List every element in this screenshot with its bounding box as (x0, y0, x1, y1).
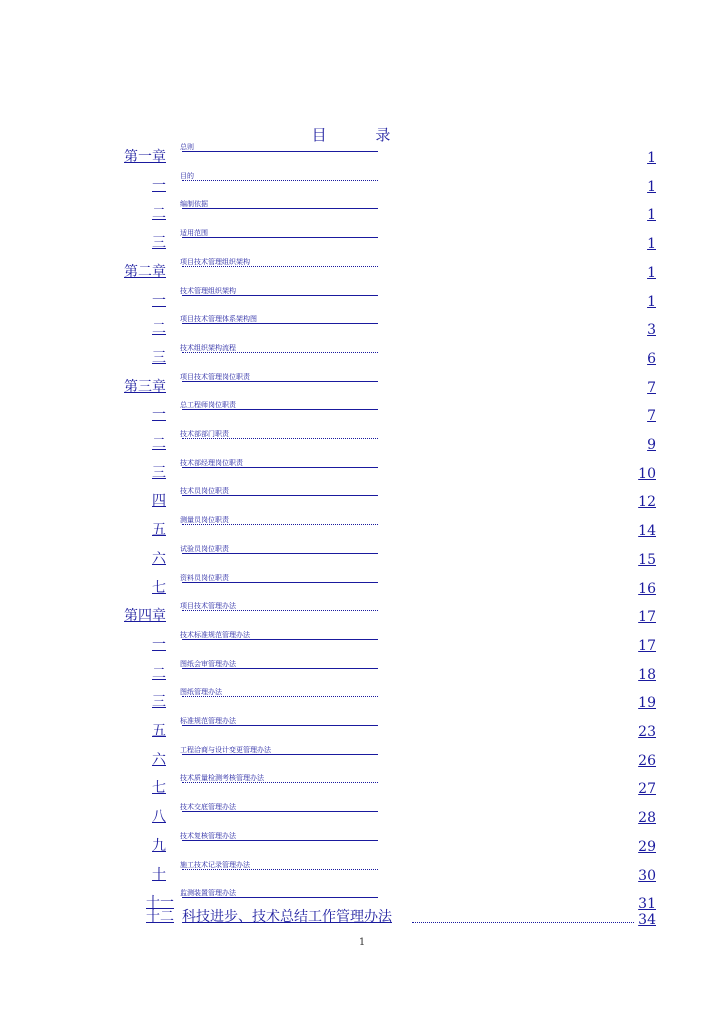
toc-entry-leader (182, 266, 378, 267)
toc-entry-leader (182, 668, 378, 669)
toc-entry-label: 适用范围 (180, 229, 208, 238)
toc-entry-num: 七 (152, 579, 166, 596)
toc-entry[interactable] (0, 427, 724, 453)
toc-entry[interactable] (0, 685, 724, 711)
toc-entry[interactable] (0, 456, 724, 482)
toc-entry[interactable] (0, 255, 724, 281)
toc-entry-num: 十一 (146, 895, 174, 912)
toc-entry-page: 28 (638, 810, 656, 827)
toc-entry-label: 图纸会审管理办法 (180, 659, 236, 668)
toc-entry-leader (182, 524, 378, 525)
toc-entry-num: 一 (152, 407, 166, 424)
toc-entry-label: 试验员岗位职责 (180, 544, 229, 553)
toc-entry-leader (182, 582, 378, 583)
toc-entry-num: 第三章 (124, 378, 166, 395)
toc-entry-leader (182, 811, 378, 812)
toc-entry-label: 技术组织架构流程 (180, 343, 236, 352)
toc-entry-label: 技术员岗位职责 (180, 487, 229, 496)
toc-entry-num: 二 (152, 436, 166, 452)
toc-entry-page: 7 (647, 379, 656, 396)
toc-entry-leader (182, 295, 378, 296)
toc-entry[interactable] (0, 140, 724, 166)
toc-entry[interactable] (0, 829, 724, 855)
toc-entry[interactable] (0, 800, 724, 826)
toc-entry-page: 1 (647, 293, 656, 310)
toc-entry-page: 16 (638, 580, 656, 597)
toc-entry-num: 一 (152, 177, 166, 194)
toc-entry-leader (182, 897, 378, 898)
toc-entry-label: 项目技术管理体系架构图 (180, 315, 257, 324)
toc-entry-page: 27 (638, 781, 656, 798)
toc-entry-label: 总则 (180, 143, 194, 151)
toc-entry-leader (182, 725, 378, 726)
toc-entry-label: 测量员岗位职责 (180, 516, 229, 525)
toc-entry-num: 八 (152, 809, 166, 826)
toc-entry-leader (182, 180, 378, 181)
toc-entry-leader (182, 869, 378, 870)
toc-entry-leader (182, 553, 378, 554)
toc-entry-page: 1 (647, 264, 656, 281)
toc-entry-num: 五 (152, 522, 166, 539)
toc-entry-page: 31 (638, 896, 656, 913)
toc-entry-leader (182, 151, 378, 152)
page-number-footer: 1 (358, 937, 366, 948)
toc-entry-label: 资料员岗位职责 (180, 573, 229, 582)
toc-entry[interactable] (0, 743, 724, 769)
toc-entry-leader (182, 438, 378, 439)
toc-entry[interactable] (0, 341, 724, 367)
toc-entry-num: 五 (152, 723, 166, 739)
toc-entry-page: 3 (647, 322, 656, 339)
toc-entry-label: 图纸管理办法 (180, 688, 222, 697)
toc-entry-num: 四 (152, 493, 166, 510)
toc-entry[interactable] (0, 657, 724, 683)
toc-entry[interactable] (0, 628, 724, 654)
toc-entry-page: 18 (638, 666, 656, 683)
toc-entry-label: 施工技术记录管理办法 (180, 860, 250, 869)
toc-entry-label: 技术部部门职责 (180, 430, 229, 438)
toc-entry-label: 项目技术管理组织架构 (180, 257, 250, 266)
toc-entry-leader (182, 782, 378, 783)
toc-entry-num: 第二章 (124, 263, 166, 280)
toc-entry-leader (182, 381, 378, 382)
toc-entry-num: 第四章 (124, 608, 166, 625)
toc-entry-page: 10 (638, 465, 656, 482)
toc-entry-num: 二 (152, 321, 166, 338)
toc-entry-page: 14 (638, 523, 656, 540)
toc-entry-page: 6 (647, 350, 656, 367)
toc-entry-label: 技术部经理岗位职责 (180, 458, 243, 467)
toc-title: 目 录 (311, 126, 413, 144)
toc-entry[interactable] (0, 542, 724, 568)
toc-entry-page: 1 (647, 207, 656, 224)
toc-entry[interactable] (0, 312, 724, 338)
toc-entry[interactable] (0, 398, 724, 424)
toc-entry-num: 三 (152, 694, 166, 711)
toc-entry-num: 六 (152, 550, 166, 567)
toc-entry-num: 三 (152, 235, 166, 252)
toc-entry-label: 监测装置管理办法 (180, 889, 236, 898)
toc-entry-page: 26 (638, 752, 656, 769)
toc-entry-page: 15 (638, 551, 656, 568)
toc-entry-page: 1 (647, 236, 656, 253)
toc-entry-num: 六 (152, 751, 166, 768)
toc-entry-page: 1 (647, 178, 656, 195)
toc-entry-page: 30 (638, 867, 656, 884)
toc-entry-page: 19 (638, 695, 656, 712)
toc-entry-leader (182, 610, 378, 611)
toc-entry[interactable] (0, 484, 724, 510)
toc-entry-leader (182, 639, 378, 640)
toc-entry-label: 总工程师岗位职责 (180, 401, 236, 410)
toc-entry-page: 23 (638, 724, 656, 740)
toc-entry-label: 项目技术管理岗位职责 (180, 372, 250, 381)
toc-entry-num: 二 (152, 665, 166, 682)
toc-entry-page: 1 (647, 150, 656, 166)
toc-entry-label: 技术标准规范管理办法 (180, 630, 250, 639)
toc-entry[interactable] (0, 771, 724, 797)
toc-entry-num: 九 (152, 837, 166, 854)
toc-entry[interactable] (0, 370, 724, 396)
toc-entry[interactable] (0, 284, 724, 310)
toc-entry[interactable] (0, 714, 724, 740)
toc-entry-label: 目的 (180, 171, 194, 180)
toc-entry-leader (182, 754, 378, 755)
toc-entry-label: 项目技术管理办法 (180, 602, 236, 611)
toc-entry-num: 七 (152, 780, 166, 797)
toc-entry[interactable] (0, 197, 724, 223)
toc-entry-page: 7 (647, 408, 656, 425)
toc-entry-leader (182, 352, 378, 353)
toc-entry-leader (182, 467, 378, 468)
toc-entry-leader (182, 696, 378, 697)
toc-entry-num: 一 (152, 292, 166, 309)
toc-entry-last-num: 十二 (146, 909, 174, 925)
toc-entry-last-label: 科技进步、技术总结工作管理办法 (182, 909, 392, 925)
toc-entry-leader (182, 237, 378, 238)
toc-entry-page: 12 (638, 494, 656, 511)
toc-entry-page: 29 (638, 838, 656, 855)
toc-entry-page: 17 (638, 637, 656, 654)
toc-entry-leader (182, 208, 378, 209)
toc-entry-num: 三 (152, 349, 166, 366)
toc-entry-label: 技术质量检测考核管理办法 (180, 774, 264, 783)
toc-entry-leader (182, 409, 378, 410)
toc-entry-label: 标准规范管理办法 (180, 717, 236, 725)
toc-entry-last-leader (412, 922, 634, 923)
toc-entry-num: 一 (152, 636, 166, 653)
toc-entry[interactable] (0, 858, 724, 884)
toc-entry-label: 编制依据 (180, 200, 208, 209)
toc-entry-page: 17 (638, 609, 656, 626)
toc-entry-num: 第一章 (124, 149, 166, 165)
toc-entry-last-page: 34 (638, 912, 656, 928)
toc-entry-label: 工程洽商与设计变更管理办法 (180, 745, 271, 754)
toc-entry-label: 技术交底管理办法 (180, 803, 236, 812)
toc-entry-last[interactable] (0, 902, 724, 928)
toc-entry-leader (182, 495, 378, 496)
toc-entry[interactable] (0, 513, 724, 539)
toc-entry[interactable] (0, 169, 724, 195)
toc-entry-num: 二 (152, 206, 166, 223)
toc-entry-page: 9 (647, 437, 656, 453)
toc-entry-label: 技术复核管理办法 (180, 831, 236, 840)
toc-entry-label: 技术管理组织架构 (180, 286, 236, 295)
toc-entry-num: 三 (152, 464, 166, 481)
toc-entry-leader (182, 840, 378, 841)
toc-entry[interactable] (0, 226, 724, 252)
toc-entry-num: 十 (152, 866, 166, 883)
toc-entry[interactable] (0, 599, 724, 625)
toc-entry-leader (182, 323, 378, 324)
toc-entry[interactable] (0, 571, 724, 597)
